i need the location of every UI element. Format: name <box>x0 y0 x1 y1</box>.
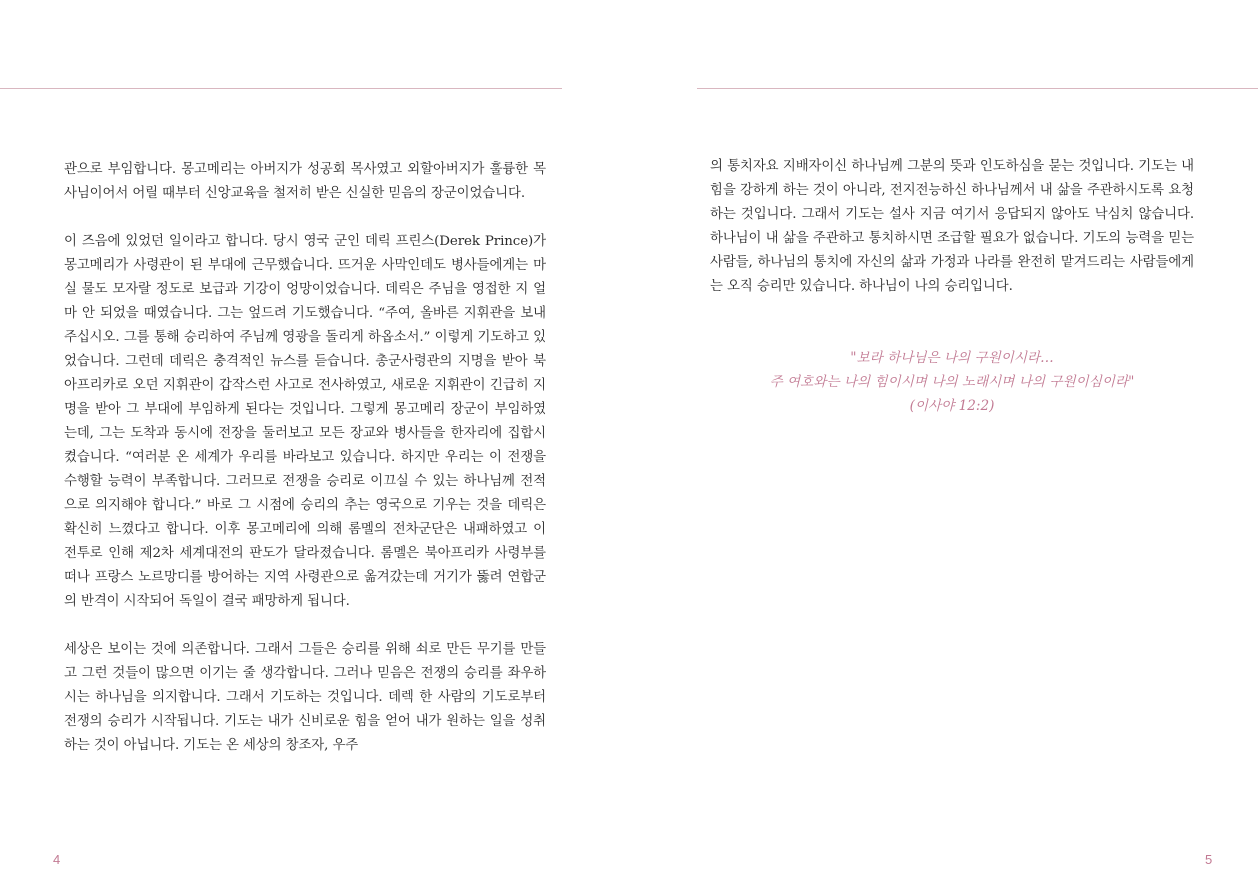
quote-reference: (이사야 12:2) <box>909 398 995 414</box>
quote-line-2: 주 여호와는 나의 힘이시며 나의 노래시며 나의 구원이심이라" <box>769 374 1135 390</box>
left-paragraph-3: 세상은 보이는 것에 의존합니다. 그래서 그들은 승리를 위해 쇠로 만든 무기를 만들고 그런 것들이 많으면 이기는 줄 생각합니다. 그러나 믿음은 전쟁의 승리를 좌우하시는 하나님을 의지합니다. 그래서 기도하는 것입니다. 데렉 한 사람의 기도로부터 전쟁의 승리가 시작됩니다. 기도는 내가 신비로운 힘을 얻어 내가 원하는 일을 성취하는 것이 아닙니다. 기도는 온 세상의 창조자, 우주 <box>64 642 546 753</box>
quote-line-1: "보라 하나님은 나의 구원이시라… <box>850 350 1054 366</box>
scripture-quote <box>710 346 1194 418</box>
left-paragraph-1: 관으로 부임합니다. 몽고메리는 아버지가 성공회 목사였고 외할아버지가 훌륭한 목사님이어서 어릴 때부터 신앙교육을 철저히 받은 신실한 믿음의 장군이었습니다. <box>64 162 546 201</box>
right-page-body <box>710 155 1194 299</box>
page-number-right: 5 <box>1205 852 1213 867</box>
left-page-body <box>64 158 546 758</box>
page-number-left: 4 <box>53 852 61 867</box>
top-rule-right <box>697 88 1258 89</box>
left-paragraph-2: 이 즈음에 있었던 일이라고 합니다. 당시 영국 군인 데릭 프린스(Derek Prince)가 몽고메리가 사령관이 된 부대에 근무했습니다. 뜨거운 사막인데도 병사들에게는 마실 물도 모자랄 정도로 보급과 기강이 엉망이었습니다. 데릭은 주님을 영접한 지 얼마 안 되었을 때였습니다. 그는 엎드려 기도했습니다. “주여, 올바른 지휘관을 보내 주십시오. 그를 통해 승리하여 주님께 영광을 돌리게 하옵소서.” 이렇게 기도하고 있었습니다. 그런데 데릭은 충격적인 뉴스를 듣습니다. 총군사령관의 지명을 받아 북아프리카로 오던 지휘관이 갑작스런 사고로 전사하였고, 새로운 지휘관이 긴급히 지명을 받아 그 부대에 부임하게 된다는 것입니다. 그렇게 몽고메리 장군이 부임하였는데, 그는 도착과 동시에 전장을 둘러보고 모든 장교와 병사들을 한자리에 집합시켰습니다. “여러분 온 세계가 우리를 바라보고 있습니다. 하지만 우리는 이 전쟁을 수행할 능력이 부족합니다. 그러므로 전쟁을 승리로 이끄실 수 있는 하나님께 전적으로 의지해야 합니다.” 바로 그 시점에 승리의 추는 영국으로 기우는 것을 데릭은 확신히 느꼈다고 합니다. 이후 몽고메리에 의해 롬멜의 전차군단은 내패하였고 이 전투로 인해 제2차 세계대전의 판도가 달라졌습니다. 롬멜은 북아프리카 사령부를 떠나 프랑스 노르망디를 방어하는 지역 사령관으로 옮겨갔는데 거기가 뚫려 연합군의 반격이 시작되어 독일이 결국 패망하게 됩니다. <box>64 234 546 609</box>
right-paragraph-1: 의 통치자요 지배자이신 하나님께 그분의 뜻과 인도하심을 묻는 것입니다. 기도는 내 힘을 강하게 하는 것이 아니라, 전지전능하신 하나님께서 내 삶을 주관하시도록 요청하는 것입니다. 그래서 기도는 설사 지금 여기서 응답되지 않아도 낙심치 않습니다. 하나님이 내 삶을 주관하고 통치하시면 조급할 필요가 없습니다. 기도의 능력을 믿는 사람들, 하나님의 통치에 자신의 삶과 가정과 나라를 완전히 맡겨드리는 사람들에게는 오직 승리만 있습니다. 하나님이 나의 승리입니다. <box>710 159 1194 294</box>
top-rule-left <box>0 88 562 89</box>
